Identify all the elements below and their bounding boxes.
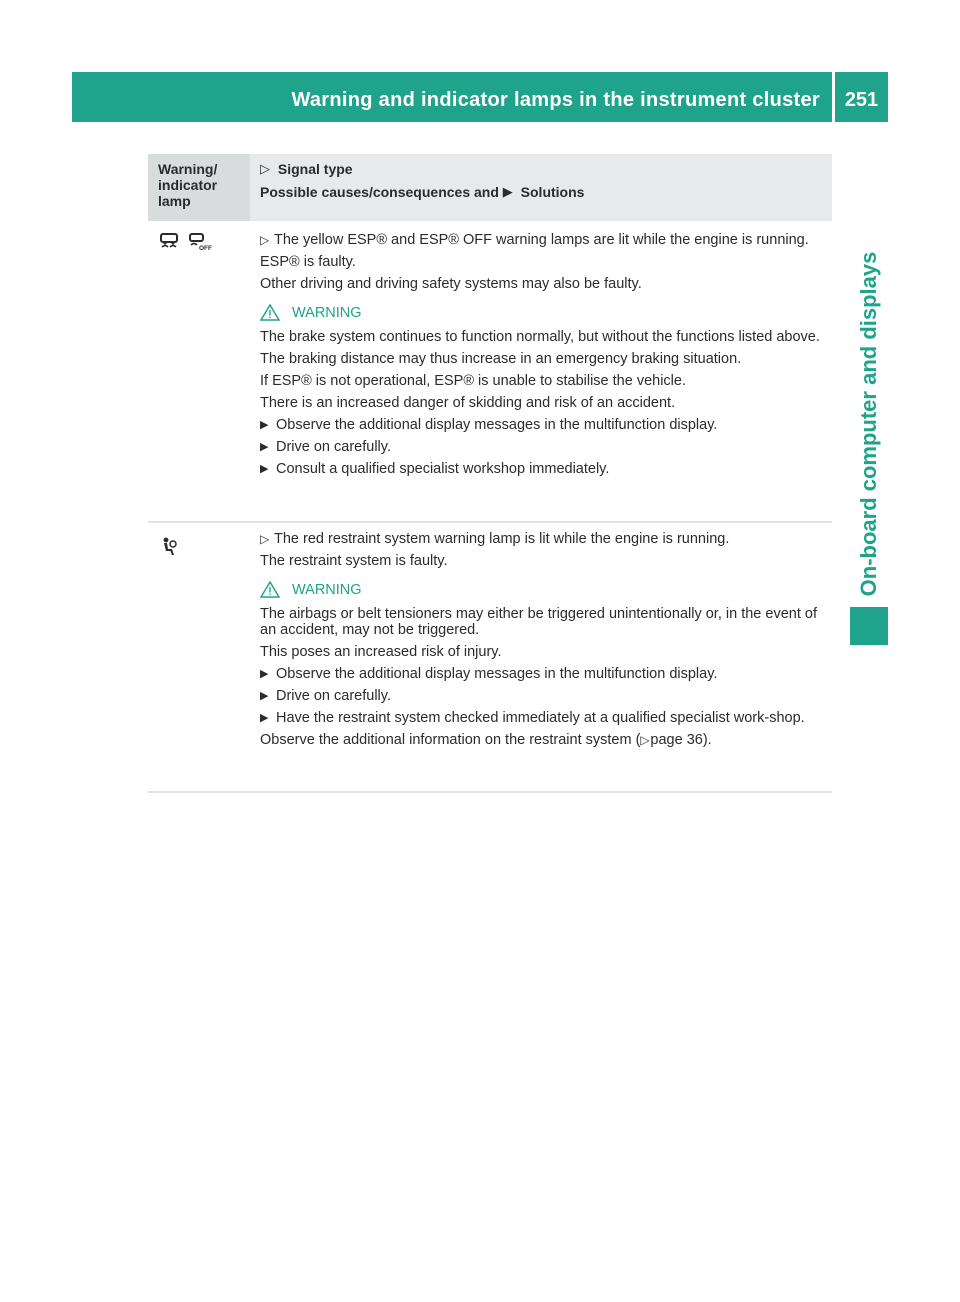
signal-triangle-icon: ▷ — [260, 532, 270, 546]
signal-triangle-icon: ▷ — [260, 161, 270, 176]
column-header-lamp: Warning/ indicator lamp — [148, 154, 250, 221]
table-header — [148, 154, 832, 221]
svg-text:OFF: OFF — [199, 245, 213, 252]
page-number-box — [835, 72, 888, 122]
esp-off-icon — [188, 232, 212, 252]
table-row-esp — [148, 224, 832, 523]
step-arrow-icon: ▶ — [260, 419, 269, 431]
page-header — [72, 72, 832, 122]
warning-text: The braking distance may thus increase in an emergency braking situation. — [260, 351, 742, 367]
step-arrow-icon: ▶ — [260, 712, 269, 724]
esp-warning-icon — [158, 232, 180, 252]
lamp-cell — [148, 523, 250, 791]
cause-text: ESP® is faulty. — [260, 254, 356, 270]
warning-triangle-icon — [260, 581, 280, 598]
solution-step: ▶ Have the restraint system checked immediately at a qualified specialist work-shop. — [260, 710, 805, 726]
step-arrow-icon: ▶ — [260, 441, 269, 453]
signal-text: The red restraint system warning lamp is lit while the engine is running. — [274, 531, 730, 547]
description-cell — [250, 224, 832, 521]
page-reference-link[interactable]: page 36 — [650, 732, 703, 748]
header-title: Warning and indicator lamps in the instrument cluster — [291, 89, 820, 111]
warning-text: This poses an increased risk of injury. — [260, 644, 502, 660]
cause-text: Other driving and driving safety systems may also be faulty. — [260, 276, 642, 292]
table-row-restraint — [148, 523, 832, 793]
warning-text: The airbags or belt tensioners may either be triggered unintentionally or, in the event of an accident, may not be triggered. — [260, 606, 817, 638]
side-tab-label: On-board computer and displays — [856, 251, 881, 597]
solution-step: ▶ Drive on carefully. — [260, 688, 391, 704]
solution-step: ▶ Consult a qualified specialist workshop immediately. — [260, 461, 610, 477]
lamp-cell — [148, 224, 250, 521]
warning-triangle-icon — [260, 304, 280, 321]
warning-heading: WARNING — [260, 581, 832, 598]
signal-text: The yellow ESP® and ESP® OFF warning lamps are lit while the engine is running. — [274, 232, 809, 248]
warning-text: If ESP® is not operational, ESP® is unable to stabilise the vehicle. — [260, 373, 686, 389]
reference-note: Observe the additional information on the restraint system (▷page 36). — [260, 732, 712, 748]
cause-text: The restraint system is faulty. — [260, 553, 448, 569]
warning-text: The brake system continues to function normally, but without the functions listed above. — [260, 329, 820, 345]
step-arrow-icon: ▶ — [260, 668, 269, 680]
signal-triangle-icon: ▷ — [260, 233, 270, 247]
step-arrow-icon: ▶ — [260, 463, 269, 475]
solution-step: ▶ Drive on carefully. — [260, 439, 391, 455]
solution-arrow-icon: ▶ — [502, 184, 513, 199]
page-reference-icon: ▷ — [640, 733, 650, 747]
side-marker — [850, 607, 888, 645]
step-arrow-icon: ▶ — [260, 690, 269, 702]
column-header-description: ▷ Signal type Possible causes/consequences and ▶ Solutions — [250, 154, 832, 221]
warning-text: There is an increased danger of skidding and risk of an accident. — [260, 395, 676, 411]
description-cell — [250, 523, 832, 791]
warning-heading: WARNING — [260, 304, 832, 321]
restraint-system-icon — [158, 537, 178, 557]
solution-step: ▶ Observe the additional display messages in the multifunction display. — [260, 417, 718, 433]
solution-step: ▶ Observe the additional display messages in the multifunction display. — [260, 666, 718, 682]
page-number: 251 — [844, 89, 879, 111]
